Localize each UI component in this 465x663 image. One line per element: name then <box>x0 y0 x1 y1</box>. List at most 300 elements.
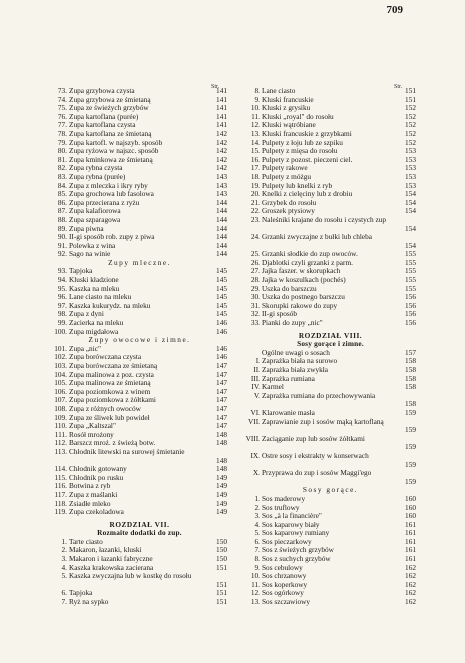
toc-entry-page: 153 <box>405 180 416 190</box>
toc-entry <box>245 216 416 233</box>
toc-entry-number: II. <box>253 366 260 374</box>
toc-entry-text <box>245 233 402 242</box>
toc-entry-text <box>52 362 213 371</box>
toc-entry-page: 155 <box>405 249 416 259</box>
toc-entry-page: 154 <box>405 197 416 207</box>
toc-entry-title: Kluski francuskie z grzybkami <box>262 129 352 138</box>
toc-entry-title: Zupa z różnych owoców <box>69 404 141 413</box>
toc-entry-page: 162 <box>405 571 416 581</box>
toc-entry-number: 13. <box>250 129 260 138</box>
toc-entry-number: 16. <box>250 155 260 164</box>
toc-entry <box>52 482 227 491</box>
toc-entry-text <box>52 242 213 251</box>
toc-entry-number: 26. <box>250 258 260 267</box>
toc-entry-text <box>52 87 213 96</box>
toc-entry <box>52 328 227 337</box>
toc-entry-title: Pulpety z mięsa do rosołu <box>262 147 338 156</box>
toc-entry-title: Sos z suchych grzybów <box>262 555 331 564</box>
toc-entry-text <box>245 147 402 156</box>
toc-entry <box>52 388 227 397</box>
toc-entry <box>245 512 416 521</box>
toc-entry-title: Grzanki zwyczajne z bułki lub chleba <box>262 233 373 242</box>
toc-entry-number: 115. <box>54 473 67 482</box>
toc-entry-text <box>52 538 213 547</box>
toc-entry-text <box>52 207 213 216</box>
chapter-subtitle: Sosy gorące i zimne. <box>297 339 364 349</box>
toc-entry-page: 160 <box>405 511 416 521</box>
toc-entry <box>52 572 227 589</box>
toc-entry-number: 22. <box>250 207 260 216</box>
toc-entry-text <box>245 285 402 294</box>
toc-entry-text <box>245 375 402 384</box>
toc-entry <box>245 357 416 366</box>
toc-entry-title: Rosół mrożony <box>69 430 114 439</box>
toc-entry-page: 156 <box>405 318 416 328</box>
toc-entry-title: Grzanki słodkie do zup owoców. <box>262 250 358 259</box>
toc-entry-number: 32. <box>250 310 260 319</box>
toc-entry-number: 113. <box>54 447 67 456</box>
toc-entry-title: Makaron, łazanki, kluski <box>69 546 142 555</box>
toc-entry-number: 102. <box>54 353 67 362</box>
toc-entry-text <box>52 491 213 500</box>
toc-entry <box>245 207 416 216</box>
section-heading: Zupy owocowe i zimne. <box>88 335 191 345</box>
toc-entry-number: 87. <box>57 207 67 216</box>
toc-entry-number: 116. <box>54 482 67 491</box>
toc-entry-title: Kluski wątróbiane <box>262 121 316 130</box>
toc-entry <box>52 164 227 173</box>
toc-entry-title: Zupa poziomkowa z żółtkami <box>69 396 156 405</box>
toc-entry-number: IV. <box>251 383 260 392</box>
toc-entry <box>52 250 227 259</box>
toc-entry-page: 144 <box>216 214 227 224</box>
toc-entry-page: 143 <box>216 189 227 199</box>
toc-entry <box>52 345 227 354</box>
toc-entry <box>245 259 416 268</box>
toc-entry-number: 110. <box>54 422 67 431</box>
toc-entry-text <box>52 589 213 598</box>
toc-entry-title: Skorupki rakowe do zupy <box>262 301 338 310</box>
toc-entry-number: 111. <box>54 430 67 439</box>
toc-entry <box>245 233 416 250</box>
toc-entry-title: Pulpety z móżgu <box>262 172 312 181</box>
toc-entry-page: 152 <box>405 120 416 130</box>
toc-entry-text <box>245 139 402 148</box>
toc-entry <box>245 319 416 328</box>
toc-entry-page: 147 <box>216 361 227 370</box>
toc-entry-number: 24. <box>250 233 260 242</box>
toc-entry-title: Botwina z ryb <box>69 482 111 491</box>
toc-entry-text <box>52 164 213 173</box>
toc-entry-text <box>245 302 402 311</box>
toc-entry <box>245 293 416 302</box>
toc-entry <box>52 538 227 547</box>
toc-entry <box>245 199 416 208</box>
toc-entry <box>245 366 416 375</box>
toc-entry <box>245 469 416 486</box>
toc-entry-number: 15. <box>250 147 260 156</box>
toc-entry-page: 144 <box>216 206 227 216</box>
toc-entry-page: 161 <box>405 554 416 564</box>
toc-entry-title: Kluski francuskie <box>262 95 314 104</box>
toc-entry-number: 106. <box>54 387 67 396</box>
toc-entry-number: 10. <box>250 572 260 581</box>
toc-entry-title: Groszek ptysiowy <box>262 207 315 216</box>
toc-entry-number: VII. <box>248 417 260 426</box>
toc-entry-text <box>52 190 213 199</box>
toc-entry-number: 3. <box>254 512 260 521</box>
toc-entry-page: 153 <box>405 154 416 164</box>
toc-entry-page: 146 <box>216 326 227 336</box>
toc-entry-title: II-gi sposób rob. zupy z piwa <box>69 233 155 242</box>
toc-entry-title: Zaprażka biała zwykła <box>262 366 329 374</box>
toc-entry-number: 7. <box>61 598 67 607</box>
toc-entry-text <box>52 147 213 156</box>
toc-entry <box>52 147 227 156</box>
toc-entry-text <box>52 474 213 483</box>
toc-entry-title: Zupa poziomkowa z winem <box>69 387 151 396</box>
toc-entry-number: 13. <box>250 598 260 607</box>
toc-entry-number: 112. <box>54 439 67 448</box>
toc-entry <box>245 285 416 294</box>
toc-entry-page: 149 <box>216 472 227 482</box>
toc-entry <box>52 96 227 105</box>
toc-entry-number: III. <box>250 374 260 383</box>
toc-entry-number: 107. <box>54 396 67 405</box>
toc-entry-page: 157 <box>405 347 416 357</box>
toc-entry-number: 25. <box>250 250 260 259</box>
toc-entry <box>52 491 227 500</box>
page-number: 709 <box>386 4 403 16</box>
toc-entry-page: 151 <box>216 597 227 607</box>
toc-entry <box>52 589 227 598</box>
toc-entry-page: 159 <box>405 476 416 486</box>
toc-entry-page: 149 <box>216 481 227 491</box>
toc-entry-page: 156 <box>405 309 416 319</box>
right-column <box>245 87 416 607</box>
toc-entry <box>52 546 227 555</box>
toc-entry-text <box>52 379 213 388</box>
toc-entry-page: 147 <box>216 378 227 388</box>
toc-entry-page: 155 <box>405 266 416 276</box>
toc-entry-page: 161 <box>405 545 416 555</box>
toc-entry-text <box>52 353 213 362</box>
toc-entry-title: Chłodnik gotowany <box>69 465 127 474</box>
toc-entry-text <box>245 182 402 191</box>
toc-entry <box>245 310 416 319</box>
toc-entry-title: Zupa szparagowa <box>69 215 121 224</box>
toc-entry-page: 150 <box>216 545 227 555</box>
toc-entry-text <box>245 113 402 122</box>
toc-entry-text <box>52 371 213 380</box>
toc-entry-page: 142 <box>216 154 227 164</box>
toc-entry-page: 145 <box>216 266 227 276</box>
right-column-page-header: Str. <box>394 84 403 90</box>
toc-entry-title: Zupa borówczana ze śmietaną <box>69 362 158 370</box>
toc-entry-text <box>245 555 402 564</box>
toc-entry <box>245 190 416 199</box>
toc-entry-title: Zupa malinowa ze śmietaną <box>69 379 151 388</box>
toc-entry <box>52 439 227 448</box>
toc-entry-page: 145 <box>216 283 227 293</box>
toc-entry-text <box>245 495 402 504</box>
toc-entry-title: Zaprażka rumiana do przechowywania <box>262 391 376 400</box>
chapter-heading: ROZDZIAŁ VIII. <box>298 330 363 340</box>
toc-entry-page: 151 <box>216 588 227 598</box>
toc-entry-page: 159 <box>405 459 416 469</box>
toc-entry-page: 155 <box>405 283 416 293</box>
toc-entry-title: Zupa grzybowa ze śmietaną <box>69 95 151 104</box>
toc-entry-text <box>245 392 402 401</box>
toc-entry-page: 160 <box>405 493 416 503</box>
toc-entry-page: 147 <box>216 386 227 396</box>
toc-entry-title: Ostre sosy i ekstrakty w konserwach <box>262 451 369 460</box>
toc-entry <box>245 546 416 555</box>
toc-entry <box>52 353 227 362</box>
toc-entry <box>52 104 227 113</box>
toc-entry-text <box>245 130 402 139</box>
toc-entry <box>245 555 416 564</box>
toc-entry-title: Zupa kartoflana ze śmietaną <box>69 129 152 138</box>
toc-entry-page: 144 <box>216 223 227 233</box>
toc-entry-number: 104. <box>54 370 67 379</box>
toc-entry-page: 148 <box>216 464 227 474</box>
toc-entry-title: Sos kaparowy rumiany <box>262 529 330 538</box>
toc-entry-number: 118. <box>54 499 67 508</box>
toc-entry <box>245 564 416 573</box>
toc-entry-page: 152 <box>405 103 416 113</box>
toc-entry-text <box>245 164 402 173</box>
toc-entry <box>52 396 227 405</box>
toc-entry-number: 77. <box>57 121 67 130</box>
toc-entry-title: Kaszka krakowska zacierana <box>69 563 154 572</box>
toc-entry <box>245 529 416 538</box>
toc-entry <box>245 164 416 173</box>
toc-entry-page: 141 <box>216 103 227 113</box>
toc-entry-text <box>245 512 402 521</box>
toc-entry <box>52 319 227 328</box>
toc-entry <box>52 564 227 573</box>
toc-entry-page: 152 <box>405 137 416 147</box>
toc-entry-text <box>245 199 402 208</box>
toc-entry-number: 10. <box>250 104 260 113</box>
toc-entry-page: 161 <box>405 528 416 538</box>
toc-entry-text <box>245 293 402 302</box>
toc-entry-page: 144 <box>216 249 227 259</box>
toc-entry <box>245 572 416 581</box>
toc-entry <box>245 302 416 311</box>
toc-entry-number: 1. <box>254 494 260 503</box>
toc-entry-number: 100. <box>54 327 67 336</box>
toc-entry-title: Zupa ze świeżych grzybów <box>69 104 149 113</box>
toc-entry-text <box>245 572 402 581</box>
toc-entry <box>245 589 416 598</box>
toc-entry-title: Kluski kładzione <box>69 276 119 285</box>
toc-entry-page: 153 <box>405 146 416 156</box>
toc-entry-number: 108. <box>54 404 67 413</box>
toc-entry <box>52 302 227 311</box>
toc-entry-title: Kluski „royal" do rosołu <box>262 112 334 121</box>
toc-entry-page: 148 <box>216 429 227 439</box>
toc-entry-title: Makaron i łazanki fabryczne <box>69 555 153 564</box>
toc-entry <box>52 285 227 294</box>
toc-entry-title: Pianki do zupy „nic" <box>262 319 323 328</box>
toc-entry <box>52 113 227 122</box>
toc-entry-title: Zupa piwna <box>69 224 104 233</box>
toc-entry-text <box>245 504 402 513</box>
toc-entry-title: Sos ogórkowy <box>262 589 304 598</box>
toc-entry <box>245 598 416 607</box>
left-column-page-header: Str. <box>211 84 220 90</box>
toc-entry-title: Tapjoka <box>69 267 93 276</box>
toc-entry-text <box>52 156 213 165</box>
toc-entry-number: VI. <box>250 408 260 417</box>
toc-entry <box>52 405 227 414</box>
toc-entry-page: 141 <box>216 120 227 130</box>
toc-entry-number: 11. <box>251 580 260 589</box>
toc-entry-title: Zupa rybna (purée) <box>69 172 126 181</box>
toc-entry <box>52 500 227 509</box>
toc-entry-number: 79. <box>57 138 67 147</box>
toc-entry-number: 97. <box>57 301 67 310</box>
toc-entry-title: Zupa kartoflana czysta <box>69 121 136 130</box>
toc-entry-number: 14. <box>250 138 260 147</box>
toc-entry-page: 156 <box>405 292 416 302</box>
toc-entry-page: 144 <box>216 197 227 207</box>
toc-entry-number: 19. <box>250 181 260 190</box>
toc-entry <box>52 555 227 564</box>
toc-entry-text <box>52 199 213 208</box>
toc-entry <box>245 267 416 276</box>
toc-entry-number: 109. <box>54 413 67 422</box>
toc-entry-text <box>245 366 402 375</box>
toc-entry-title: Zsiadłe mleko <box>69 499 111 508</box>
toc-entry-number: 17. <box>250 164 260 173</box>
toc-entry-page: 161 <box>405 536 416 546</box>
toc-entry-text <box>245 409 402 418</box>
toc-entry <box>245 495 416 504</box>
toc-entry-text <box>52 310 213 319</box>
toc-entry-text <box>52 465 213 474</box>
toc-entry-title: Kaszka na mleku <box>69 284 120 293</box>
toc-entry-title: Zupa kminkowa ze śmietaną <box>69 155 153 164</box>
toc-entry-number: 2. <box>61 546 67 555</box>
toc-entry-page: 153 <box>405 171 416 181</box>
toc-entry <box>245 375 416 384</box>
toc-entry-title: Grzybek do rosołu <box>262 198 317 207</box>
toc-entry <box>52 448 227 465</box>
toc-entry <box>245 182 416 191</box>
toc-entry-page: 147 <box>216 369 227 379</box>
toc-entry-text <box>245 521 402 530</box>
toc-entry-number: 86. <box>57 198 67 207</box>
toc-entry <box>245 104 416 113</box>
toc-entry-number: X. <box>252 469 260 478</box>
toc-entry <box>52 207 227 216</box>
toc-entry <box>52 431 227 440</box>
toc-entry-page: 148 <box>216 455 227 465</box>
toc-entry <box>52 216 227 225</box>
toc-entry <box>52 173 227 182</box>
toc-entry-number: 4. <box>61 563 67 572</box>
toc-entry <box>52 199 227 208</box>
toc-entry-number: 81. <box>57 155 67 164</box>
toc-entry-number: 7. <box>254 546 260 555</box>
toc-entry <box>245 276 416 285</box>
toc-entry-page: 159 <box>405 425 416 435</box>
toc-entry-title: Kaszka kukurydz. na mleku <box>69 301 151 310</box>
toc-entry-number: 18. <box>250 172 260 181</box>
toc-entry-page: 149 <box>216 498 227 508</box>
toc-entry <box>245 581 416 590</box>
toc-entry-title: Zaprażka rumiana <box>262 374 315 383</box>
toc-entry-title: Przyprawa do zup i sosów Maggi'ego <box>262 469 372 478</box>
chapter-subtitle: Rozmaite dodatki do zup. <box>97 528 182 538</box>
toc-entry-text <box>245 121 402 130</box>
toc-entry-title: Tarte ciasto <box>69 537 103 546</box>
toc-entry-text <box>245 319 402 328</box>
toc-entry-text <box>52 448 213 457</box>
toc-entry-number: 8. <box>254 87 260 95</box>
toc-entry-page: 155 <box>405 275 416 285</box>
toc-entry-text <box>52 130 213 139</box>
toc-entry-number: 101. <box>54 344 67 353</box>
toc-entry-title: Tapjoka <box>69 589 93 598</box>
toc-entry <box>52 182 227 191</box>
toc-entry-page: 158 <box>405 382 416 392</box>
toc-entry-title: Zupa grzybowa czysta <box>69 87 135 95</box>
toc-entry-page: 162 <box>405 588 416 598</box>
toc-entry-number: 8. <box>254 555 260 564</box>
toc-entry-page: 162 <box>405 562 416 572</box>
toc-entry-number: 84. <box>57 181 67 190</box>
toc-entry-page: 154 <box>405 223 416 233</box>
toc-entry-text <box>52 598 213 607</box>
toc-entry <box>52 87 227 96</box>
toc-entry-title: Knelki z cielęciny lub z drobiu <box>262 190 353 199</box>
toc-entry-text <box>245 357 402 366</box>
toc-entry <box>245 139 416 148</box>
toc-entry-title: Zupa ze śliwek lub powideł <box>69 413 150 422</box>
toc-entry-title: Kluski z grysiku <box>262 104 311 113</box>
toc-entry-title: Sos „à la financière" <box>262 512 322 521</box>
toc-entry-title: Ryż na sypko <box>69 598 109 607</box>
toc-entry <box>52 276 227 285</box>
toc-entry-title: Zupa malinowa z poz. czysta <box>69 370 154 379</box>
toc-entry-title: Zupa rybna czysta <box>69 164 123 173</box>
toc-entry-number: 94. <box>57 276 67 285</box>
toc-entry-number: 27. <box>250 267 260 276</box>
toc-entry-text <box>52 182 213 191</box>
toc-entry-page: 146 <box>216 318 227 328</box>
toc-entry-text <box>52 139 213 148</box>
toc-entry-text <box>52 225 213 234</box>
toc-entry-number: 29. <box>250 284 260 293</box>
toc-entry-page: 141 <box>216 94 227 104</box>
toc-entry <box>52 225 227 234</box>
toc-entry <box>245 452 416 469</box>
toc-entry-number: 85. <box>57 190 67 199</box>
toc-entry-text <box>245 173 402 182</box>
toc-entry-title: Sos pieczarkowy <box>262 537 312 546</box>
toc-entry-text <box>52 328 213 337</box>
toc-entry-title: Zupa przecierana z ryżu <box>69 198 140 207</box>
toc-entry <box>245 96 416 105</box>
toc-entry-page: 141 <box>216 111 227 121</box>
toc-entry-title: Sos truflowy <box>262 503 300 512</box>
toc-entry-page: 145 <box>216 300 227 310</box>
toc-entry-title: Kaszka zwyczajna lub w kostkę do rosołu <box>69 572 192 581</box>
